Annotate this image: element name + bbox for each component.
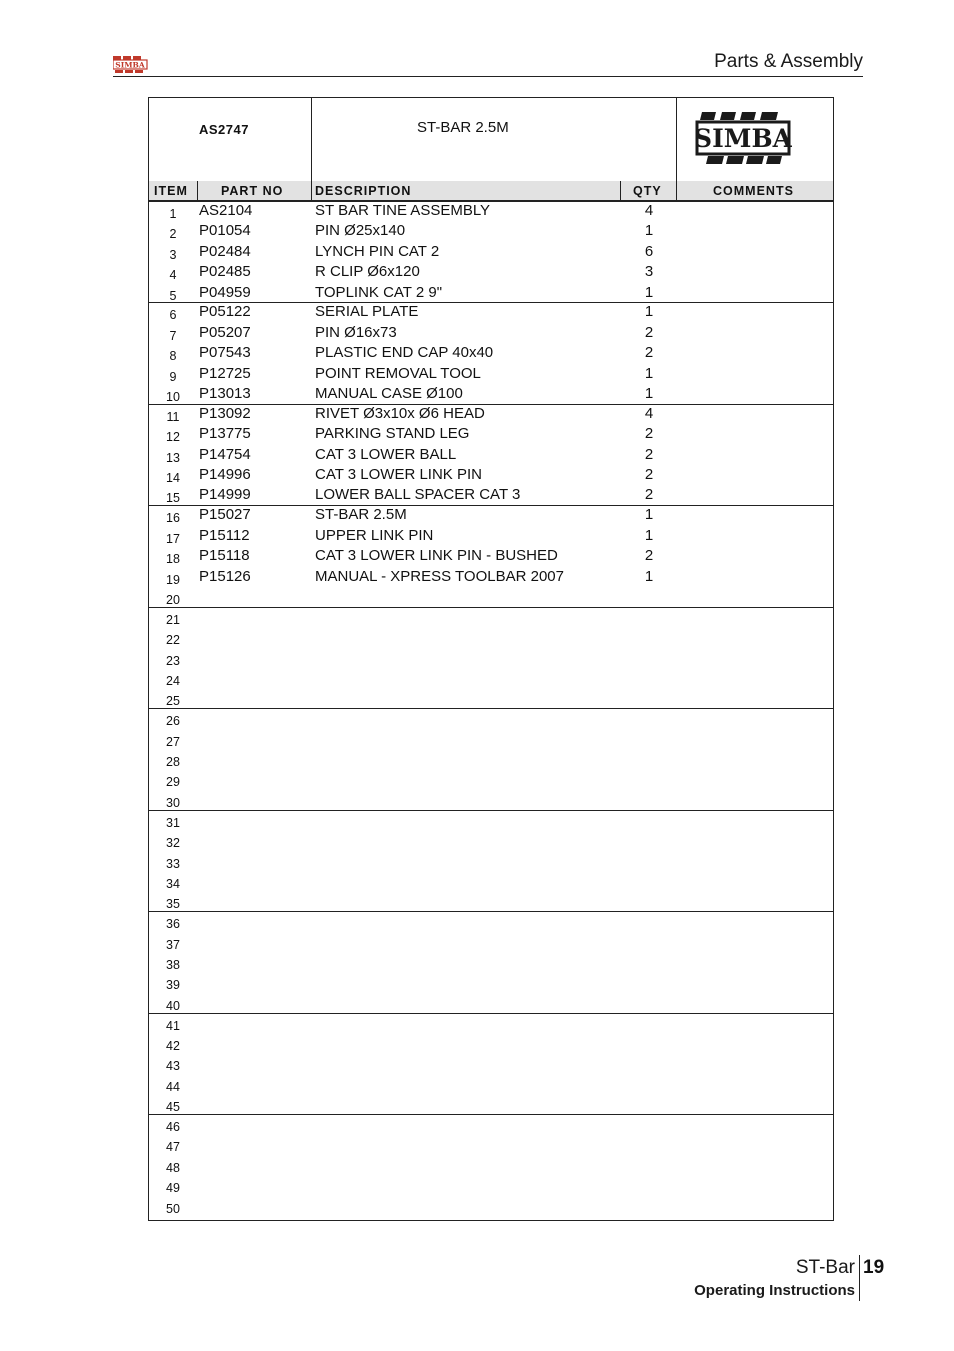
row-description: ST-BAR 2.5M xyxy=(315,506,407,524)
footer-section-title: ST-Bar xyxy=(795,1257,855,1278)
table-row xyxy=(149,1115,833,1135)
table-row xyxy=(149,1095,833,1115)
table-row xyxy=(149,791,833,811)
table-row xyxy=(149,588,833,608)
row-item-number: 12 xyxy=(166,430,180,445)
row-part-number: P04959 xyxy=(199,283,251,301)
row-item-number: 26 xyxy=(166,714,180,729)
row-item-number: 48 xyxy=(166,1160,180,1175)
row-item-number: 44 xyxy=(166,1079,180,1094)
row-item-number: 28 xyxy=(166,755,180,770)
row-part-number: P13092 xyxy=(199,404,251,422)
table-row xyxy=(149,324,833,344)
row-part-number: P14996 xyxy=(199,466,251,484)
row-description: LOWER BALL SPACER CAT 3 xyxy=(315,486,521,504)
table-row xyxy=(149,689,833,709)
table-row xyxy=(149,344,833,364)
table-row xyxy=(149,953,833,973)
table-row xyxy=(149,202,833,222)
row-quantity: 1 xyxy=(644,364,654,382)
row-item-number: 32 xyxy=(166,836,180,851)
row-item-number: 2 xyxy=(169,227,177,242)
row-description: TOPLINK CAT 2 9" xyxy=(315,283,443,301)
row-item-number: 16 xyxy=(166,511,180,526)
assembly-description: ST-BAR 2.5M xyxy=(417,119,509,136)
row-quantity: 4 xyxy=(644,404,654,422)
row-item-number: 6 xyxy=(169,308,177,323)
divider xyxy=(311,181,312,200)
row-item-number: 46 xyxy=(166,1120,180,1135)
row-item-number: 20 xyxy=(166,592,180,607)
col-description: DESCRIPTION xyxy=(315,184,412,198)
table-row xyxy=(149,709,833,729)
row-item-number: 7 xyxy=(169,328,177,343)
row-part-number: P15118 xyxy=(199,547,250,565)
row-quantity: 1 xyxy=(644,283,654,301)
table-row xyxy=(149,608,833,628)
row-item-number: 14 xyxy=(166,471,180,486)
row-part-number: P14754 xyxy=(199,445,251,463)
row-description: PIN Ø16x73 xyxy=(315,323,397,341)
row-quantity: 6 xyxy=(644,242,654,260)
row-item-number: 43 xyxy=(166,1059,180,1074)
table-row xyxy=(149,222,833,242)
row-quantity: 3 xyxy=(644,263,654,281)
row-part-number: P14999 xyxy=(199,486,251,504)
table-row xyxy=(149,263,833,283)
row-item-number: 1 xyxy=(169,207,177,221)
row-item-number: 33 xyxy=(166,856,180,871)
table-row xyxy=(149,303,833,323)
row-item-number: 37 xyxy=(166,937,180,952)
row-item-number: 45 xyxy=(166,1100,180,1115)
row-item-number: 18 xyxy=(166,552,180,567)
row-part-number: P13775 xyxy=(199,425,251,443)
simba-logo-small xyxy=(113,54,149,74)
assembly-code: AS2747 xyxy=(199,122,249,137)
row-part-number: P05207 xyxy=(199,323,251,341)
table-row xyxy=(149,1176,833,1196)
row-description: UPPER LINK PIN xyxy=(315,526,434,544)
row-item-number: 27 xyxy=(166,734,180,749)
row-item-number: 49 xyxy=(166,1181,180,1196)
table-row xyxy=(149,405,833,425)
row-item-number: 8 xyxy=(169,349,177,364)
table-row xyxy=(149,669,833,689)
table-row xyxy=(149,933,833,953)
table-row xyxy=(149,649,833,669)
table-row xyxy=(149,730,833,750)
table-row xyxy=(149,892,833,912)
row-item-number: 36 xyxy=(166,917,180,932)
table-row xyxy=(149,365,833,385)
row-item-number: 19 xyxy=(166,572,180,587)
row-item-number: 42 xyxy=(166,1039,180,1054)
table-row xyxy=(149,750,833,770)
row-quantity: 2 xyxy=(644,445,654,463)
row-part-number: P01054 xyxy=(199,222,251,240)
row-description: MANUAL CASE Ø100 xyxy=(315,385,463,403)
col-part-no: PART NO xyxy=(221,184,284,198)
row-item-number: 25 xyxy=(166,694,180,709)
table-row xyxy=(149,425,833,445)
table-row xyxy=(149,1075,833,1095)
row-item-number: 13 xyxy=(166,450,180,465)
row-item-number: 31 xyxy=(166,815,180,830)
table-row xyxy=(149,1034,833,1054)
svg-text:SIMBA: SIMBA xyxy=(694,124,792,153)
table-row xyxy=(149,912,833,932)
col-comments: COMMENTS xyxy=(713,184,794,198)
row-description: SERIAL PLATE xyxy=(315,303,419,321)
col-qty: QTY xyxy=(633,184,662,198)
divider xyxy=(676,181,677,200)
row-item-number: 9 xyxy=(169,369,177,384)
table-row xyxy=(149,568,833,588)
row-item-number: 5 xyxy=(169,288,177,303)
assembly-title-box xyxy=(149,98,833,182)
row-item-number: 47 xyxy=(166,1140,180,1155)
row-quantity: 1 xyxy=(644,506,654,524)
row-description: PARKING STAND LEG xyxy=(315,425,470,443)
table-row xyxy=(149,1197,833,1217)
column-header-row xyxy=(149,181,833,202)
row-description: ST BAR TINE ASSEMBLY xyxy=(315,202,491,219)
row-quantity: 1 xyxy=(644,303,654,321)
row-item-number: 10 xyxy=(166,390,180,405)
table-row xyxy=(149,1156,833,1176)
row-description: CAT 3 LOWER LINK PIN - BUSHED xyxy=(315,547,558,565)
row-description: LYNCH PIN CAT 2 xyxy=(315,242,440,260)
footer-subtitle: Operating Instructions xyxy=(694,1282,855,1299)
svg-text:SIMBA: SIMBA xyxy=(115,60,145,70)
row-item-number: 39 xyxy=(166,978,180,993)
row-quantity: 1 xyxy=(644,567,654,585)
row-description: PIN Ø25x140 xyxy=(315,222,406,240)
page-number: 19 xyxy=(863,1257,885,1278)
table-row xyxy=(149,446,833,466)
table-row xyxy=(149,506,833,526)
row-quantity: 2 xyxy=(644,344,654,362)
row-quantity: 1 xyxy=(644,526,654,544)
table-row xyxy=(149,243,833,263)
table-row xyxy=(149,385,833,405)
table-row xyxy=(149,994,833,1014)
table-row xyxy=(149,466,833,486)
divider xyxy=(620,181,621,200)
row-part-number: P13013 xyxy=(199,385,251,403)
table-row xyxy=(149,811,833,831)
row-item-number: 40 xyxy=(166,998,180,1013)
row-description: RIVET Ø3x10x Ø6 HEAD xyxy=(315,404,485,422)
table-row xyxy=(149,628,833,648)
row-part-number: AS2104 xyxy=(199,202,253,219)
table-row xyxy=(149,547,833,567)
row-item-number: 29 xyxy=(166,775,180,790)
row-item-number: 23 xyxy=(166,653,180,668)
page-header-title: Parts & Assembly xyxy=(714,51,863,72)
table-row xyxy=(149,831,833,851)
row-description: MANUAL - XPRESS TOOLBAR 2007 xyxy=(315,567,564,585)
divider xyxy=(676,98,677,181)
row-part-number: P15027 xyxy=(199,506,251,524)
row-description: CAT 3 LOWER LINK PIN xyxy=(315,466,482,484)
row-description: POINT REMOVAL TOOL xyxy=(315,364,481,382)
table-row xyxy=(149,852,833,872)
table-row xyxy=(149,527,833,547)
row-item-number: 24 xyxy=(166,673,180,688)
row-item-number: 21 xyxy=(166,612,180,627)
row-item-number: 3 xyxy=(169,247,177,262)
row-part-number: P15126 xyxy=(199,567,251,585)
row-quantity: 2 xyxy=(644,323,654,341)
table-row xyxy=(149,284,833,304)
parts-table-body xyxy=(149,202,833,1217)
table-row xyxy=(149,486,833,506)
col-item: ITEM xyxy=(154,184,188,198)
row-quantity: 2 xyxy=(644,466,654,484)
header-rule xyxy=(113,76,863,77)
table-row xyxy=(149,1014,833,1034)
divider xyxy=(197,181,198,200)
footer-rule xyxy=(859,1255,860,1301)
row-item-number: 41 xyxy=(166,1018,180,1033)
row-quantity: 1 xyxy=(644,222,654,240)
parts-sheet xyxy=(148,97,834,1221)
table-row xyxy=(149,872,833,892)
row-quantity: 2 xyxy=(644,425,654,443)
row-part-number: P02485 xyxy=(199,263,251,281)
row-item-number: 38 xyxy=(166,957,180,972)
row-item-number: 22 xyxy=(166,633,180,648)
row-quantity: 1 xyxy=(644,385,654,403)
row-part-number: P02484 xyxy=(199,242,251,260)
divider xyxy=(311,98,312,181)
row-description: PLASTIC END CAP 40x40 xyxy=(315,344,494,362)
row-item-number: 34 xyxy=(166,876,180,891)
row-item-number: 50 xyxy=(166,1201,180,1216)
row-quantity: 2 xyxy=(644,547,654,565)
table-row xyxy=(149,973,833,993)
simba-logo xyxy=(694,106,792,170)
row-quantity: 4 xyxy=(644,202,654,219)
row-description: CAT 3 LOWER BALL xyxy=(315,445,457,463)
row-item-number: 17 xyxy=(166,531,180,546)
table-row xyxy=(149,1054,833,1074)
row-part-number: P07543 xyxy=(199,344,251,362)
row-part-number: P05122 xyxy=(199,303,251,321)
row-description: R CLIP Ø6x120 xyxy=(315,263,420,281)
row-item-number: 35 xyxy=(166,897,180,912)
table-row xyxy=(149,770,833,790)
row-item-number: 30 xyxy=(166,795,180,810)
row-item-number: 4 xyxy=(169,268,177,283)
row-quantity: 2 xyxy=(644,486,654,504)
table-row xyxy=(149,1135,833,1155)
row-part-number: P12725 xyxy=(199,364,251,382)
row-item-number: 11 xyxy=(166,409,180,424)
row-item-number: 15 xyxy=(166,491,180,506)
row-part-number: P15112 xyxy=(199,526,250,544)
